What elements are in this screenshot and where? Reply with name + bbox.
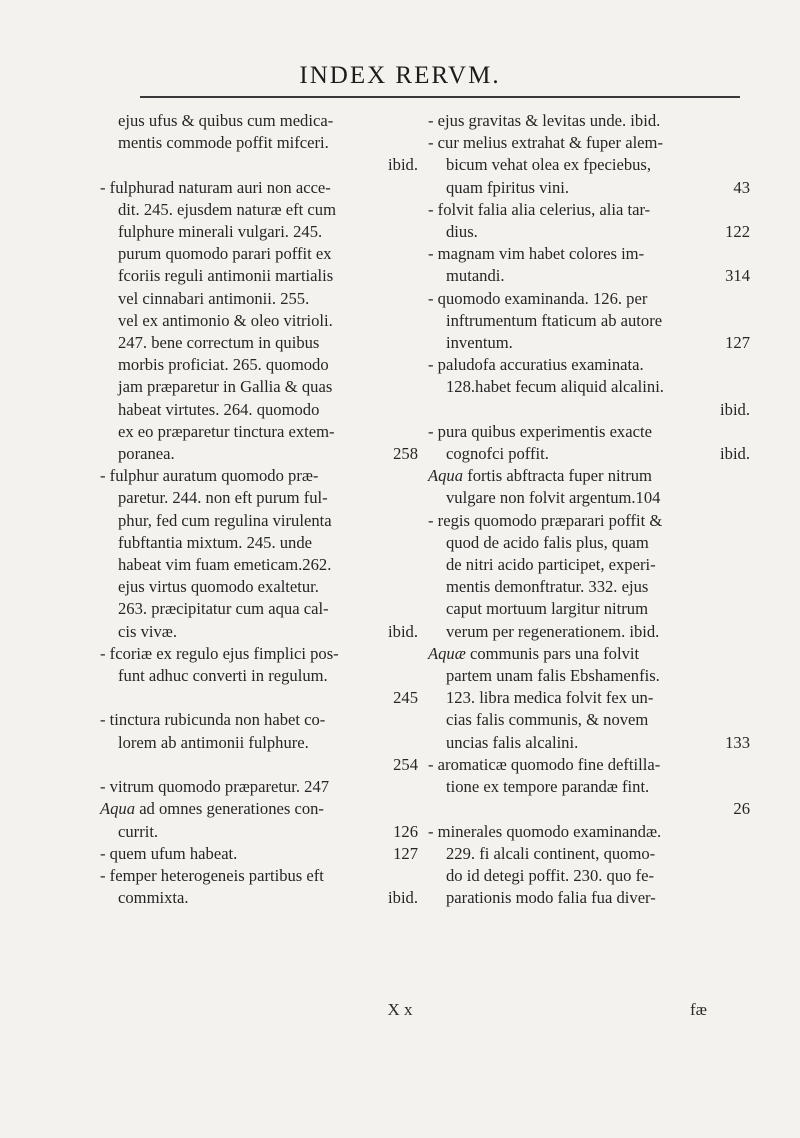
index-line <box>428 332 750 354</box>
index-line: dit. 245. ejusdem naturæ eft cum <box>118 199 336 219</box>
index-line: ex eo præparetur tinctura extem- <box>118 421 335 441</box>
index-line: habeat vim fuam emeticam.262. <box>118 555 332 575</box>
index-line: - tinctura rubicunda non habet co- <box>100 710 326 730</box>
index-line: jam præparetur in Gallia & quas <box>118 377 333 397</box>
index-line: 26 <box>733 799 750 819</box>
index-line <box>428 443 750 465</box>
index-line: - minerales quomodo examinandæ. <box>428 821 662 841</box>
index-line: phur, fed cum regulina virulenta <box>118 510 332 530</box>
page-header: INDEX RERVM. <box>299 62 501 89</box>
index-headword: Aqua <box>100 799 136 819</box>
index-line-text: cognofci poffit. <box>446 444 549 464</box>
index-line: paretur. 244. non eft purum ful- <box>118 488 328 508</box>
index-line: - quomodo examinanda. 126. per <box>428 288 648 308</box>
catchword: fæ <box>690 1000 707 1019</box>
index-line: fubftantia mixtum. 245. unde <box>118 532 313 552</box>
index-line: de nitri acido participet, experi- <box>446 555 656 575</box>
index-line: ibid. <box>720 399 750 419</box>
index-line: mentis commode poffit mifceri. <box>118 133 329 153</box>
index-line: - paludofa accuratius examinata. <box>428 355 644 375</box>
index-line: 128.habet fecum aliquid alcalini. <box>446 377 664 397</box>
index-line: inftrumentum ftaticum ab autore <box>446 310 663 330</box>
index-line: cias falis communis, & novem <box>446 710 649 730</box>
index-line <box>100 821 418 843</box>
index-line-text: communis pars una folvit <box>469 643 640 663</box>
index-line: morbis proficiat. 265. quomodo <box>118 355 329 375</box>
index-headword: Aqua <box>428 466 464 486</box>
index-line: - ejus gravitas & levitas unde. ibid. <box>428 111 661 130</box>
index-line-text: inventum. <box>446 333 513 353</box>
index-line: ejus ufus & quibus cum medica- <box>118 111 334 130</box>
index-line: - folvit falia alia celerius, alia tar- <box>428 199 651 219</box>
index-line: purum quomodo parari poffit ex <box>118 244 332 264</box>
index-line <box>428 265 750 287</box>
index-line-text: poranea. <box>118 444 175 464</box>
index-line: ejus virtus quomodo exaltetur. <box>118 577 319 597</box>
index-line: - pura quibus experimentis exacte <box>428 421 652 441</box>
signature-mark: X x <box>387 1000 413 1019</box>
index-line: ibid. <box>388 155 418 175</box>
index-line-text: ad omnes generationes con- <box>139 799 324 819</box>
index-line: - femper heterogeneis partibus eft <box>100 865 324 885</box>
page-number: ibid. <box>720 444 750 464</box>
page-number: ibid. <box>388 621 418 641</box>
index-line <box>428 643 750 665</box>
index-line: tione ex tempore parandæ fint. <box>446 777 650 797</box>
index-line: verum per regenerationem. ibid. <box>446 621 660 641</box>
index-line: - regis quomodo præparari poffit & <box>428 510 663 530</box>
index-line-text: fortis abftracta fuper nitrum <box>467 466 652 486</box>
index-line: - fulphur auratum quomodo præ- <box>100 466 319 486</box>
index-line: 247. bene correctum in quibus <box>118 333 320 353</box>
page-number: 127 <box>725 333 750 353</box>
index-line: 229. fi alcali continent, quomo- <box>446 843 656 863</box>
page-number: 258 <box>393 444 418 464</box>
page-number: 133 <box>725 732 750 752</box>
index-line-text: uncias falis alcalini. <box>446 732 579 752</box>
right-column <box>428 110 750 909</box>
index-line: 254 <box>393 754 418 774</box>
index-line: - aromaticæ quomodo fine deftilla- <box>428 754 661 774</box>
index-line: - fcoriæ ex regulo ejus fimplici pos- <box>100 643 339 663</box>
index-line <box>100 843 418 865</box>
index-line: 245 <box>393 688 418 708</box>
index-line-text: cis vivæ. <box>118 621 178 641</box>
page-number: 314 <box>725 266 750 286</box>
index-line: parationis modo falia fua diver- <box>446 888 656 908</box>
index-line <box>428 732 750 754</box>
index-line: do id detegi poffit. 230. quo fe- <box>446 865 654 885</box>
index-headword: Aquæ <box>428 643 466 663</box>
index-line-text: dius. <box>446 222 478 242</box>
index-line: mentis demonftratur. 332. ejus <box>446 577 649 597</box>
index-line: vel cinnabari antimonii. 255. <box>118 288 310 308</box>
index-line: habeat virtutes. 264. quomodo <box>118 399 320 419</box>
page-number: ibid. <box>388 888 418 908</box>
index-line <box>428 177 750 199</box>
index-line <box>100 887 418 909</box>
index-line: 123. libra medica folvit fex un- <box>446 688 654 708</box>
index-line-text: currit. <box>118 821 159 841</box>
index-line: vulgare non folvit argentum.104 <box>446 488 661 508</box>
index-line: fulphure minerali vulgari. 245. <box>118 222 323 242</box>
page-number: 126 <box>393 821 418 841</box>
index-line <box>428 465 750 487</box>
index-line: - fulphurad naturam auri non acce- <box>100 177 331 197</box>
page-number: 122 <box>725 222 750 242</box>
page-number: 127 <box>393 843 418 863</box>
index-line: - cur melius extrahat & fuper alem- <box>428 133 663 153</box>
index-line-text: quam fpiritus vini. <box>446 177 570 197</box>
header-rule <box>140 96 740 98</box>
index-line: bicum vehat olea ex fpeciebus, <box>446 155 652 175</box>
index-line-text: - quem ufum habeat. <box>100 843 238 863</box>
index-line-text: mutandi. <box>446 266 505 286</box>
index-line: - magnam vim habet colores im- <box>428 244 645 264</box>
index-line: fcoriis reguli antimonii martialis <box>118 266 334 286</box>
index-line <box>428 221 750 243</box>
index-line <box>100 798 418 820</box>
index-line: caput mortuum largitur nitrum <box>446 599 649 619</box>
index-line-text: commixta. <box>118 888 189 908</box>
page-number: 43 <box>733 177 750 197</box>
index-line: quod de acido falis plus, quam <box>446 532 649 552</box>
index-line: funt adhuc converti in regulum. <box>118 666 328 686</box>
index-line: lorem ab antimonii fulphure. <box>118 732 309 752</box>
index-line <box>100 443 418 465</box>
index-line: partem unam falis Ebshamenfis. <box>446 666 660 686</box>
index-line: vel ex antimonio & oleo vitrioli. <box>118 310 333 330</box>
index-line: 263. præcipitatur cum aqua cal- <box>118 599 329 619</box>
index-line <box>100 621 418 643</box>
index-line: - vitrum quomodo præparetur. 247 <box>100 777 330 797</box>
left-column <box>100 110 418 909</box>
